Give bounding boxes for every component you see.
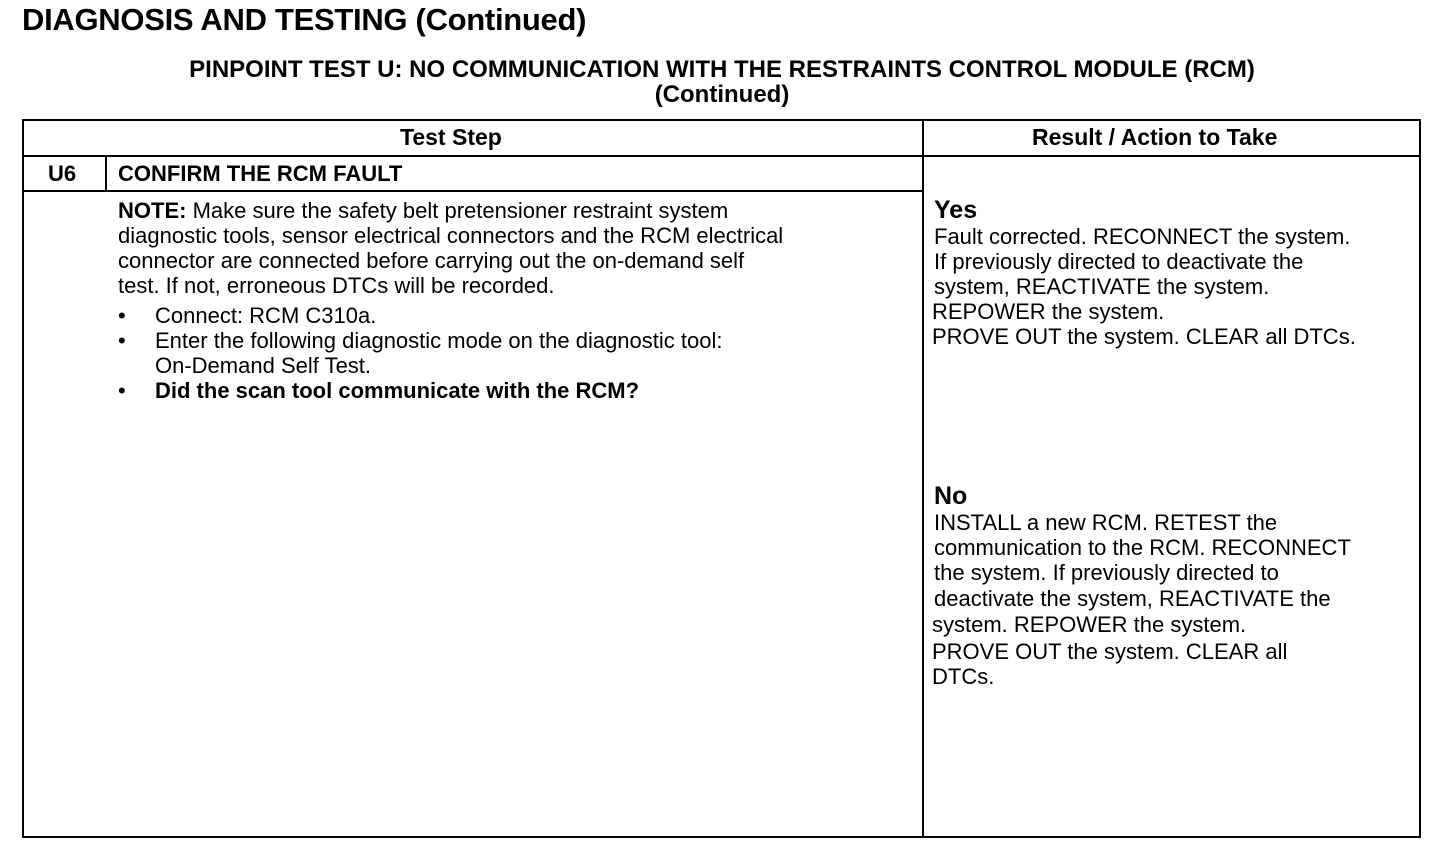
bullet-marker-2: •: [118, 328, 126, 353]
bullet-marker-3: •: [118, 378, 126, 403]
result-no-line-1: INSTALL a new RCM. RETEST the: [934, 510, 1278, 535]
result-yes-line-5: PROVE OUT the system. CLEAR all DTCs.: [932, 324, 1356, 349]
result-no-line-7: DTCs.: [932, 664, 995, 689]
header-test-step: Test Step: [400, 124, 502, 150]
header-result-action: Result / Action to Take: [1032, 124, 1278, 150]
pinpoint-test-continued: (Continued): [654, 81, 790, 108]
result-no-line-3: the system. If previously directed to: [934, 560, 1279, 585]
step-title-divider: [24, 190, 922, 192]
pinpoint-test-table: [22, 119, 1421, 838]
note-line-2: diagnostic tools, sensor electrical connectors and the RCM electrical: [118, 223, 784, 248]
bullet-text-3: Did the scan tool communicate with the RCM?: [155, 378, 640, 403]
page-title: DIAGNOSIS AND TESTING (Continued): [22, 2, 587, 37]
pinpoint-test-title: PINPOINT TEST U: NO COMMUNICATION WITH THE RESTRAINTS CONTROL MODULE (RCM): [189, 56, 1255, 83]
result-no-line-5: system. REPOWER the system.: [932, 612, 1247, 637]
note-line-3: connector are connected before carrying out the on-demand self: [118, 248, 745, 273]
bullet-text-1: Connect: RCM C310a.: [155, 303, 377, 328]
result-yes-label: Yes: [934, 196, 978, 224]
bullet-marker-1: •: [118, 303, 126, 328]
result-yes-line-3: system, REACTIVATE the system.: [934, 274, 1270, 299]
step-id: U6: [48, 161, 77, 186]
step-title: CONFIRM THE RCM FAULT: [118, 161, 403, 186]
note-label: NOTE:: [118, 198, 187, 223]
note-line-1: [118, 198, 728, 223]
bullet-text-2-cont: On-Demand Self Test.: [155, 353, 372, 378]
result-no-label: No: [934, 482, 968, 510]
note-text: Make sure the safety belt pretensioner restraint system: [186, 198, 729, 223]
step-id-divider: [105, 157, 107, 190]
result-yes-line-1: Fault corrected. RECONNECT the system.: [934, 224, 1351, 249]
bullet-text-2: Enter the following diagnostic mode on the diagnostic tool:: [155, 328, 723, 353]
header-divider: [24, 155, 1421, 157]
result-yes-line-2: If previously directed to deactivate the: [934, 249, 1304, 274]
column-divider: [922, 121, 924, 838]
result-no-line-6: PROVE OUT the system. CLEAR all: [932, 639, 1288, 664]
result-no-line-4: deactivate the system, REACTIVATE the: [934, 586, 1331, 611]
note-line-4: test. If not, erroneous DTCs will be recorded.: [118, 273, 555, 298]
result-yes-line-4: REPOWER the system.: [932, 299, 1165, 324]
result-no-line-2: communication to the RCM. RECONNECT: [934, 535, 1351, 560]
